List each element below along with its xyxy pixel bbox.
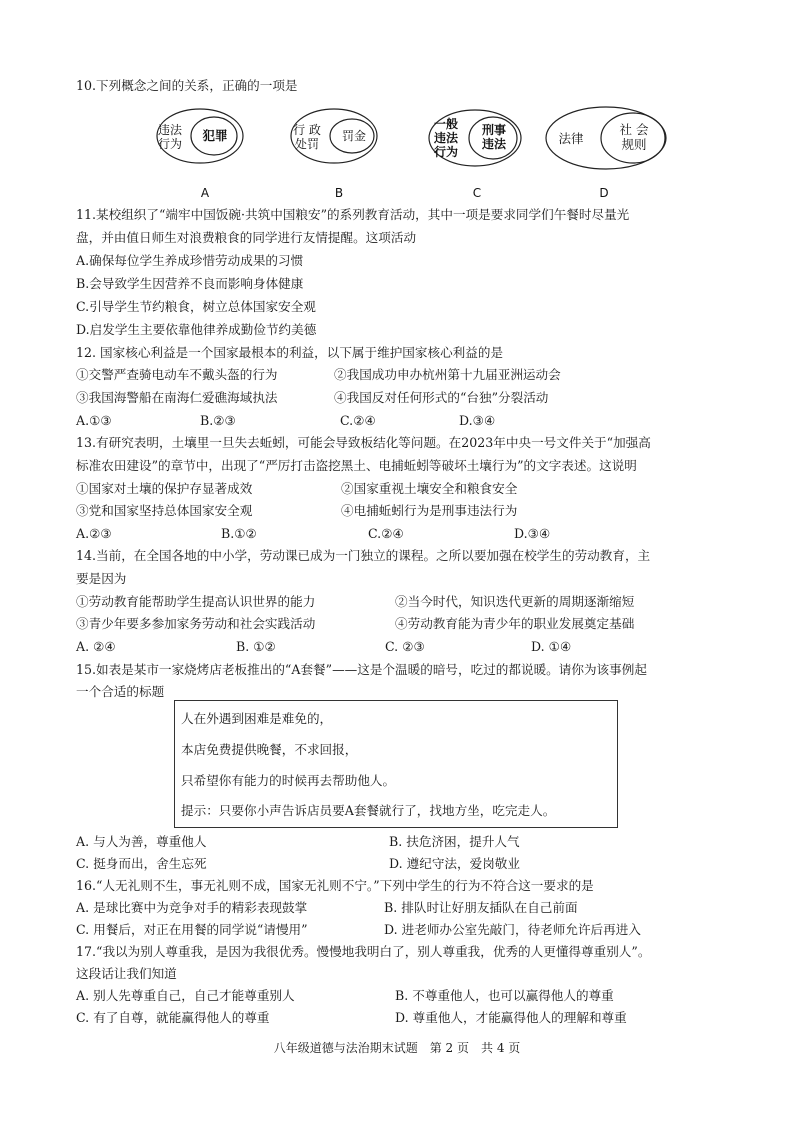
outer-label: 一般	[433, 117, 459, 131]
q16-option-d: D. 进老师办公室先敲门，待老师允许后再进入	[384, 922, 641, 937]
outer-label: 违法	[433, 131, 459, 145]
q13-statement-4: ④电捕蚯蚓行为是刑事违法行为	[341, 503, 518, 518]
q15-stem-line1: 15.如表是某市一家烧烤店老板推出的“A套餐”——这是个温暖的暗号，吃过的都说暖。请你为该事例起	[76, 662, 647, 677]
q14-statement-1: ①劳动教育能帮助学生提高认识世界的能力	[76, 594, 316, 609]
q12-statement-1: ①交警严查骑电动车不戴头盔的行为	[76, 367, 278, 382]
q14-option-c: C. ②③	[385, 639, 425, 654]
q14-option-a: A. ②④	[76, 639, 116, 654]
q14-statement-3: ③青少年要多参加家务劳动和社会实践活动	[76, 616, 316, 631]
outer-label: 违法	[157, 123, 183, 137]
q11-option-a: A.确保每位学生养成珍惜劳动成果的习惯	[76, 253, 304, 268]
q15-stem-line2: 一个合适的标题	[76, 684, 165, 699]
q10-diagram-c	[420, 108, 540, 198]
q15-notice-box	[174, 700, 618, 828]
q10-stem: 10.下列概念之间的关系，正确的一项是	[76, 78, 298, 93]
q14-stem-line1: 14.当前，在全国各地的中小学，劳动课已成为一门独立的课程。之所以要加强在校学生的劳动教育，主	[76, 548, 651, 563]
q15-option-d: D. 遵纪守法，爱岗敬业	[389, 856, 520, 871]
q12-option-a: A.①③	[76, 413, 112, 428]
q13-statement-3: ③党和国家坚持总体国家安全观	[76, 503, 253, 518]
q12-option-b: B.②③	[200, 413, 236, 428]
q13-option-a: A.②③	[76, 526, 112, 541]
q14-statement-2: ②当今时代，知识迭代更新的周期逐渐缩短	[395, 594, 635, 609]
q12-statement-3: ③我国海警船在南海仁爱礁海域执法	[76, 390, 278, 405]
q10-diagram-a	[148, 108, 258, 198]
page-footer: 八年级道德与法治期末试题 第 2 页 共 4 页	[273, 1041, 521, 1055]
q16-option-b: B. 排队时让好朋友插队在自己前面	[384, 900, 578, 915]
q15-option-a: A. 与人为善，尊重他人	[76, 834, 207, 849]
inner-label: 刑事	[481, 123, 507, 137]
option-letter: D	[599, 186, 609, 198]
outer-label: 行 政	[293, 123, 321, 137]
q13-statement-2: ②国家重视土壤安全和粮食安全	[341, 481, 518, 496]
q11-stem-line1: 11.某校组织了“端牢中国饭碗·共筑中国粮安”的系列教育活动，其中一项是要求同学们午餐时尽量光	[76, 207, 630, 222]
outer-label: 处罚	[294, 137, 320, 151]
option-letter: C	[472, 186, 482, 198]
inner-label: 罚金	[341, 129, 367, 143]
q14-option-b: B. ①②	[236, 639, 276, 654]
outer-label: 行为	[157, 137, 183, 151]
outer-label: 法律	[558, 131, 584, 146]
q10-diagram-d	[544, 104, 674, 198]
q12-statement-4: ④我国反对任何形式的“台独”分裂活动	[334, 390, 549, 405]
q17-stem-line1: 17.“我以为别人尊重我，是因为我很优秀。慢慢地我明白了，别人尊重我，优秀的人更懂得尊重别人”。	[76, 944, 651, 959]
q16-option-a: A. 是球比赛中为竞争对手的精彩表现鼓掌	[76, 900, 308, 915]
option-letter: B	[334, 186, 344, 198]
q11-option-c: C.引导学生节约粮食，树立总体国家安全观	[76, 299, 316, 314]
inner-label: 社 会	[619, 122, 649, 137]
q17-option-a: A. 别人先尊重自己，自己才能尊重别人	[76, 988, 295, 1003]
notice-line-3: 只希望你有能力的时候再去帮助他人。	[181, 773, 396, 788]
notice-line-1: 人在外遇到困难是难免的，	[181, 711, 333, 726]
q17-option-c: C. 有了自尊，就能赢得他人的尊重	[76, 1010, 270, 1025]
q11-option-b: B.会导致学生因营养不良而影响身体健康	[76, 276, 304, 291]
q13-stem-line2: 标准农田建设”的章节中，出现了“严厉打击盗挖黑土、电捕蚯蚓等破坏土壤行为”的文字表述。这说明	[76, 458, 637, 473]
q12-stem: 12. 国家核心利益是一个国家最根本的利益，以下属于维护国家核心利益的是	[76, 345, 504, 360]
q15-option-b: B. 扶危济困，提升人气	[389, 834, 520, 849]
q13-option-d: D.③④	[514, 526, 551, 541]
q11-option-d: D.启发学生主要依靠他律养成勤俭节约美德	[76, 322, 317, 337]
notice-line-2: 本店免费提供晚餐，不求回报，	[181, 742, 358, 757]
q16-stem: 16.“人无礼则不生，事无礼则不成，国家无礼则不宁。”下列中学生的行为不符合这一要求的是	[76, 878, 594, 893]
q14-option-d: D. ①④	[531, 639, 572, 654]
q14-stem-line2: 要是因为	[76, 571, 127, 586]
option-letter: A	[200, 186, 210, 198]
q17-stem-line2: 这段话让我们知道	[76, 966, 177, 981]
q15-option-c: C. 挺身而出，舍生忘死	[76, 856, 207, 871]
q16-option-c: C. 用餐后，对正在用餐的同学说“请慢用”	[76, 922, 308, 937]
q13-stem-line1: 13.有研究表明，土壤里一旦失去蚯蚓，可能会导致板结化等问题。在2023年中央一号文件关于“加强高	[76, 435, 651, 450]
outer-label: 行为	[433, 145, 459, 159]
notice-line-4: 提示：只要你小声告诉店员要A套餐就行了，找地方坐，吃完走人。	[181, 803, 556, 818]
q10-diagram-b	[282, 108, 392, 198]
q11-stem-line2: 盘，并由值日师生对浪费粮食的同学进行友情提醒。这项活动	[76, 230, 417, 245]
inner-label: 犯罪	[202, 128, 228, 143]
q12-statement-2: ②我国成功申办杭州第十九届亚洲运动会	[334, 367, 561, 382]
q17-option-d: D. 尊重他人，才能赢得他人的理解和尊重	[395, 1010, 627, 1025]
q12-option-c: C.②④	[340, 413, 376, 428]
q13-option-b: B.①②	[221, 526, 257, 541]
inner-label: 规则	[621, 137, 647, 152]
q17-option-b: B. 不尊重他人，也可以赢得他人的尊重	[395, 988, 614, 1003]
inner-label: 违法	[481, 137, 507, 151]
q13-option-c: C.②④	[368, 526, 404, 541]
q14-statement-4: ④劳动教育能为青少年的职业发展奠定基础	[395, 616, 635, 631]
q13-statement-1: ①国家对土壤的保护存显著成效	[76, 481, 253, 496]
q12-option-d: D.③④	[459, 413, 496, 428]
